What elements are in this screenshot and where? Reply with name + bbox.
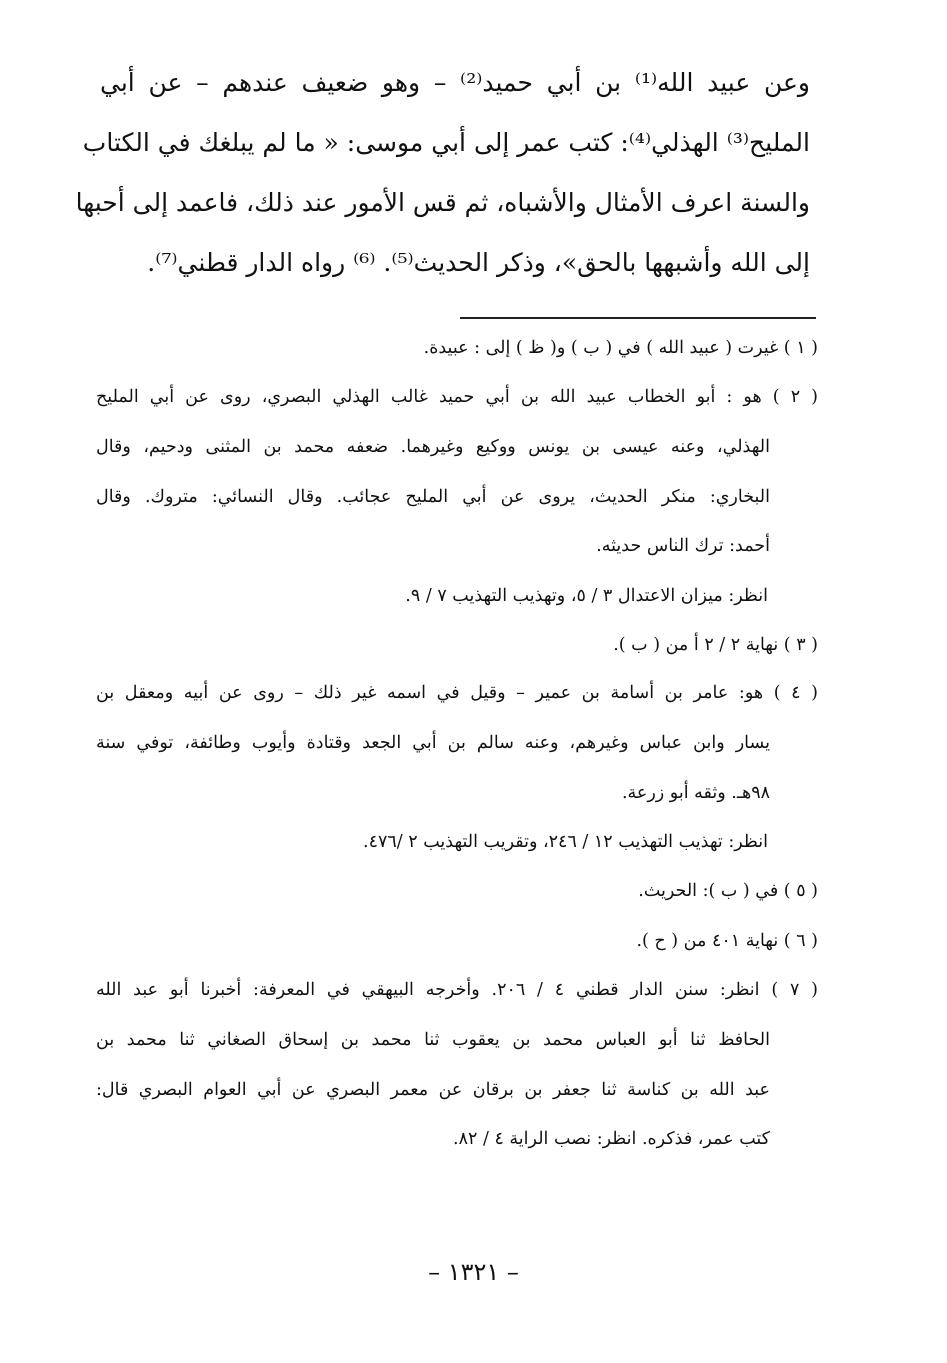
- footnote-separator: [460, 317, 816, 319]
- footnote-4-line: ٩٨هـ. وثقه أبو زرعة.: [621, 783, 770, 803]
- footnote-2-line: البخاري: منكر الحديث، يروى عن أبي المليح عجائب. وقال النسائي: متروك. وقال: [96, 487, 770, 507]
- main-text-line: المليح⁽³⁾ الهذلي⁽⁴⁾: كتب عمر إلى أبي موسى: « ما لم يبلغك في الكتاب: [82, 128, 810, 157]
- main-text-line: وعن عبيد الله⁽¹⁾ بن أبي حميد⁽²⁾ – وهو ضعيف عندهم – عن أبي: [100, 68, 810, 97]
- main-text-line: والسنة اعرف الأمثال والأشباه، ثم قس الأمور عند ذلك، فاعمد إلى أحبها: [75, 188, 810, 217]
- footnote-6: ( ٦ ) نهاية ٤٠١ من ( ح ).: [636, 931, 818, 951]
- footnote-7-line: الحافظ ثنا أبو العباس محمد بن يعقوب ثنا محمد بن إسحاق الصغاني ثنا محمد بن: [96, 1030, 770, 1050]
- main-text-line: إلى الله وأشبهها بالحق»، وذكر الحديث⁽⁵⁾. ⁽⁶⁾ رواه الدار قطني⁽⁷⁾.: [147, 248, 810, 277]
- footnote-2-reference: انظر: ميزان الاعتدال ٣ / ٥، وتهذيب التهذيب ٧ / ٩.: [405, 586, 768, 606]
- footnote-7-line: ( ٧ ) انظر: سنن الدار قطني ٤ / ٢٠٦. وأخرجه البيهقي في المعرفة: أخبرنا أبو عبد الله: [96, 980, 818, 1000]
- footnote-7-line: كتب عمر، فذكره. انظر: نصب الراية ٤ / ٨٢.: [453, 1129, 770, 1149]
- footnote-3: ( ٣ ) نهاية ٢ / ٢ أ من ( ب ).: [613, 635, 818, 655]
- footnote-2-line: أحمد: ترك الناس حديثه.: [596, 536, 770, 556]
- footnote-4-line: ( ٤ ) هو: عامر بن أسامة بن عمير – وقيل في اسمه غير ذلك – روى عن أبيه ومعقل بن: [96, 683, 819, 703]
- footnote-4-reference: انظر: تهذيب التهذيب ١٢ / ٢٤٦، وتقريب التهذيب ٢ /٤٧٦.: [362, 832, 768, 852]
- footnote-5: ( ٥ ) في ( ب ): الحريث.: [638, 881, 818, 901]
- footnote-2-line: الهذلي، وعنه عيسى بن يونس ووكيع وغيرهما. ضعفه محمد بن المثنى ودحيم، وقال: [96, 437, 770, 457]
- page-number: – ١٣٢١ –: [428, 1258, 519, 1286]
- footnote-4-line: يسار وابن عباس وغيرهم، وعنه سالم بن أبي الجعد وقتادة وأيوب وطائفة، توفي سنة: [96, 733, 770, 753]
- footnote-7-line: عبد الله بن كناسة ثنا جعفر بن برقان عن معمر البصري عن أبي العوام البصري قال:: [96, 1080, 770, 1100]
- footnote-2-line: ( ٢ ) هو : أبو الخطاب عبيد الله بن أبي حميد غالب الهذلي البصري، روى عن أبي المليح: [96, 387, 819, 407]
- footnote-1: ( ١ ) غيرت ( عبيد الله ) في ( ب ) و( ظ ) إلى : عبيدة.: [423, 338, 818, 358]
